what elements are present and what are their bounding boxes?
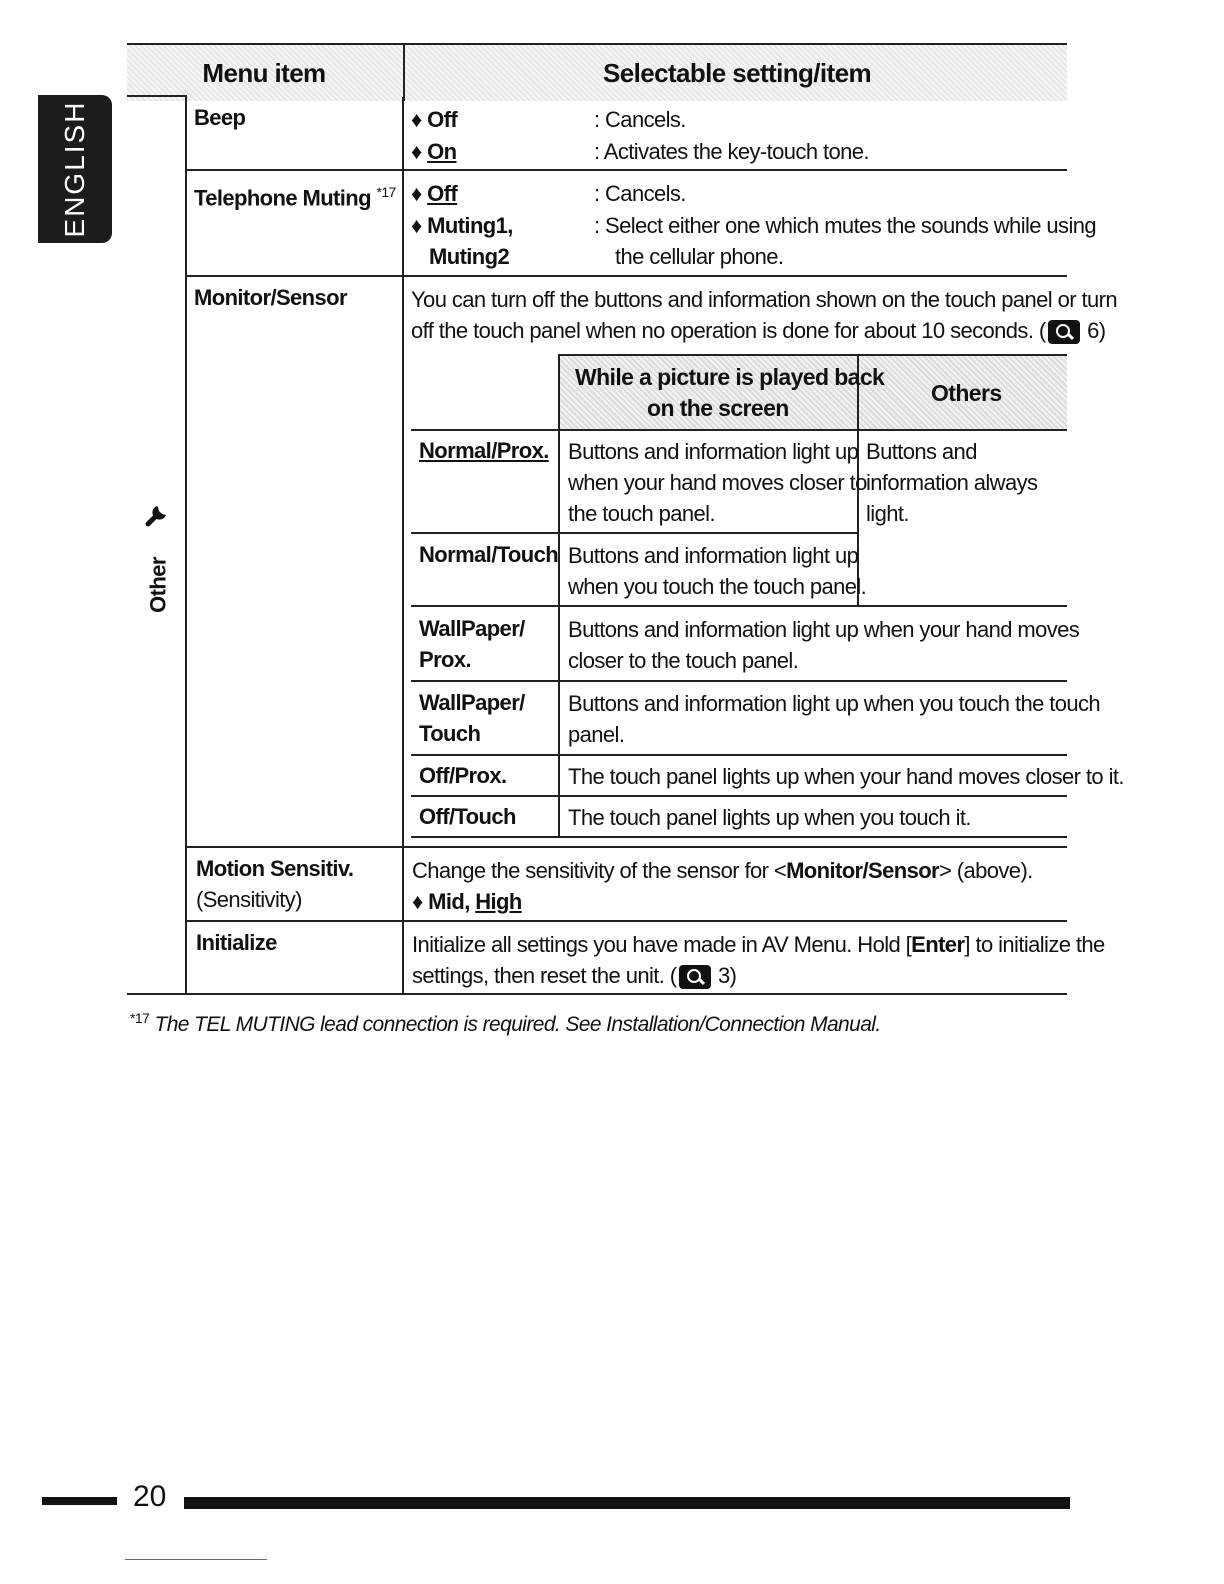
menu-item-motion-sensitiv: Motion Sensitiv. [196, 856, 354, 881]
initialize-desc-end: ] to initialize the [964, 932, 1105, 957]
divider [411, 429, 1067, 431]
mode-normal-touch: Normal/Touch [419, 542, 559, 567]
menu-item-telephone-muting [194, 177, 396, 213]
page-number: 20 [133, 1480, 167, 1513]
initialize-desc-1 [412, 929, 1105, 960]
motion-options: ♦ Mid, High [412, 889, 522, 914]
section-label [120, 500, 180, 613]
wallpaper-touch-desc-2: panel. [568, 722, 625, 747]
telephone-muting-label: Telephone Muting [194, 185, 371, 211]
col-header-play-2: on the screen [647, 395, 789, 421]
divider [127, 993, 1067, 995]
normal-touch-desc-1: Buttons and information light up [568, 543, 859, 568]
wrench-icon [144, 500, 172, 528]
divider [558, 354, 560, 837]
menu-item-monitor-sensor: Monitor/Sensor [194, 285, 347, 310]
wallpaper-prox-desc-1: Buttons and information light up when your hand moves [568, 617, 1080, 642]
bottom-rule [125, 1559, 267, 1560]
initialize-desc-2-text: settings, then reset the unit. ( [412, 963, 677, 988]
mode-off-prox: Off/Prox. [419, 763, 507, 788]
others-desc-3: light. [866, 501, 909, 526]
divider [185, 275, 1067, 277]
beep-option-on: ♦ On [411, 139, 457, 164]
divider [185, 169, 1067, 171]
col-header-play-1: While a picture is played back [575, 364, 885, 390]
monitor-intro-2-ref: 6) [1081, 318, 1106, 343]
monitor-intro-2-text: off the touch panel when no operation is done for about 10 seconds. ( [411, 318, 1046, 343]
footer-bar-left [42, 1497, 117, 1505]
divider [185, 95, 187, 995]
divider [558, 354, 1067, 356]
section-label-text: Other [145, 557, 171, 613]
mode-wallpaper-touch-1: WallPaper/ [419, 690, 525, 715]
mode-off-touch: Off/Touch [419, 804, 516, 829]
tel-option-muting2: Muting2 [429, 244, 510, 269]
mode-wallpaper-prox-2: Prox. [419, 647, 472, 672]
divider [411, 532, 858, 534]
table-header [127, 43, 1067, 101]
divider [411, 836, 1067, 838]
search-icon [679, 965, 711, 989]
wallpaper-prox-desc-2: closer to the touch panel. [568, 648, 799, 673]
normal-prox-desc-3: the touch panel. [568, 501, 715, 526]
initialize-desc-2-ref: 3) [712, 963, 737, 988]
language-label: ENGLISH [59, 100, 90, 238]
language-tab [38, 95, 112, 243]
normal-touch-desc-2: when you touch the touch panel. [568, 574, 867, 599]
monitor-intro-2 [411, 315, 1105, 346]
header-menu-item: Menu item [202, 57, 326, 88]
menu-item-initialize: Initialize [196, 930, 277, 955]
mode-wallpaper-prox-1: WallPaper/ [419, 616, 525, 641]
col-header-others: Others [931, 380, 1002, 406]
normal-prox-desc-2: when your hand moves closer to [568, 470, 867, 495]
search-icon [1048, 320, 1080, 344]
beep-on-label: On [427, 139, 457, 164]
divider [185, 920, 1067, 922]
motion-desc-text: Change the sensitivity of the sensor for < [412, 858, 787, 883]
motion-option-mid: Mid, [428, 889, 476, 914]
others-desc-1: Buttons and [866, 439, 977, 464]
footnote-text: The TEL MUTING lead connection is required. See Installation/Connection Manual. [149, 1013, 881, 1036]
tel-desc-off: : Cancels. [594, 181, 686, 206]
footnote-ref: *17 [376, 184, 396, 200]
motion-desc-ref: Monitor/Sensor [786, 858, 940, 883]
motion-desc [412, 855, 1033, 886]
normal-prox-desc-1: Buttons and information light up [568, 439, 859, 464]
tel-option-off: ♦ Off [411, 181, 458, 206]
divider [127, 95, 187, 97]
initialize-desc-2 [412, 960, 736, 991]
initialize-desc-text: Initialize all settings you have made in AV Menu. Hold [ [412, 932, 912, 957]
motion-option-high: High [475, 889, 522, 914]
motion-desc-end: > (above). [939, 858, 1033, 883]
divider [411, 680, 1067, 682]
mode-normal-prox: Normal/Prox. [419, 438, 549, 463]
motion-sensitivity-sub: (Sensitivity) [196, 887, 302, 912]
tel-desc-muting-cont: the cellular phone. [615, 244, 784, 269]
footer-bar-right [184, 1497, 1070, 1509]
tel-off-label: Off [427, 181, 458, 206]
divider [411, 754, 1067, 756]
divider [411, 795, 1067, 797]
divider [185, 846, 1067, 848]
others-desc-2: information always [866, 470, 1038, 495]
off-touch-desc: The touch panel lights up when you touch it. [568, 805, 971, 830]
initialize-enter-key: Enter [911, 932, 965, 957]
divider [402, 97, 404, 995]
beep-off-label: Off [427, 107, 458, 132]
footnote [130, 1010, 881, 1037]
tel-option-muting: ♦ Muting1, [411, 213, 513, 238]
menu-item-beep: Beep [194, 105, 246, 130]
tel-muting1-label: Muting1, [427, 213, 513, 238]
mode-wallpaper-touch-2: Touch [419, 721, 481, 746]
divider [411, 605, 1067, 607]
beep-desc-on: : Activates the key-touch tone. [594, 139, 869, 164]
beep-desc-off: : Cancels. [594, 107, 686, 132]
tel-desc-muting: : Select either one which mutes the sounds while using [594, 213, 1097, 238]
monitor-intro-1: You can turn off the buttons and information shown on the touch panel or turn [411, 287, 1117, 312]
header-selectable-setting: Selectable setting/item [403, 45, 1069, 101]
wallpaper-touch-desc-1: Buttons and information light up when you touch the touch [568, 691, 1101, 716]
off-prox-desc: The touch panel lights up when your hand moves closer to it. [568, 764, 1124, 789]
beep-option-off: ♦ Off [411, 107, 458, 132]
footnote-marker: *17 [130, 1010, 150, 1026]
